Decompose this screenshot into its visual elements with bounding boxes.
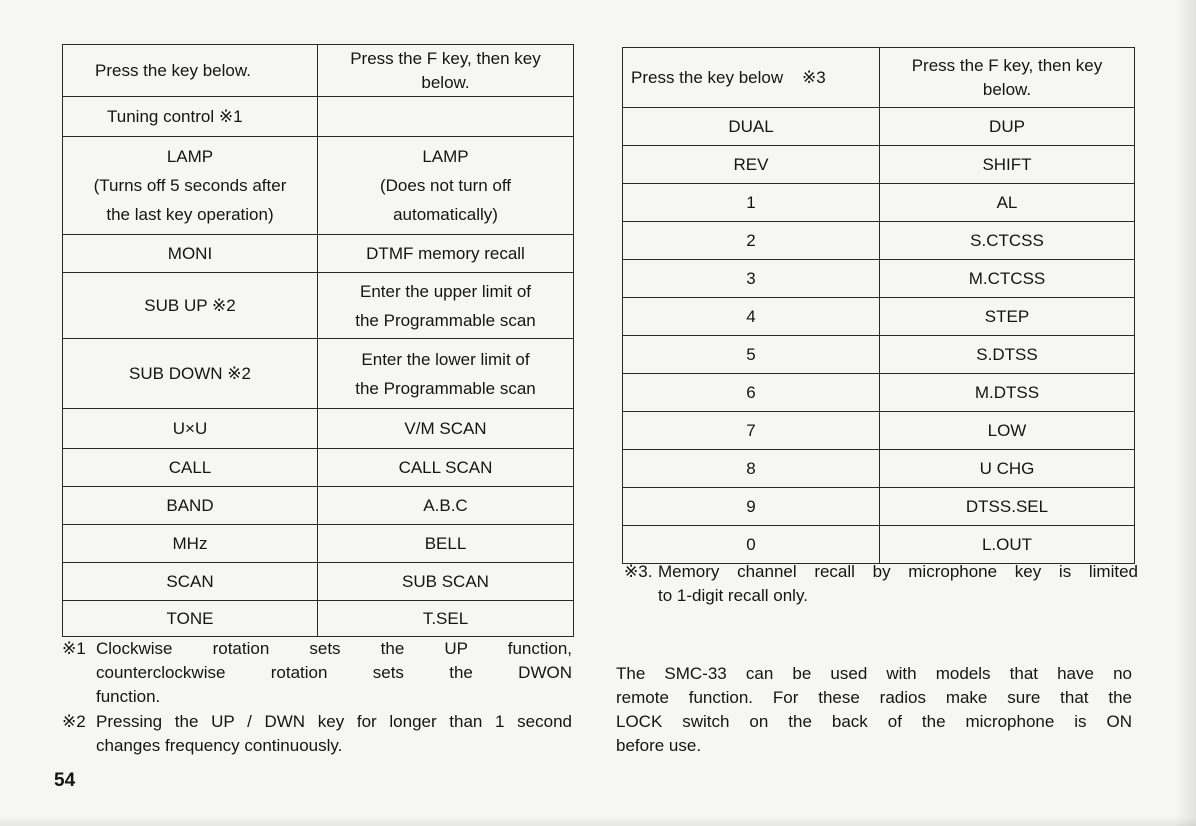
table-row bbox=[623, 526, 1135, 564]
fkey-cell bbox=[318, 137, 574, 235]
key-label: Tuning control ※1 bbox=[107, 107, 243, 126]
fkey-label: S.DTSS bbox=[976, 345, 1038, 364]
paragraph-line: before use. bbox=[616, 736, 702, 755]
body-paragraph bbox=[616, 662, 1132, 758]
key-cell bbox=[623, 184, 880, 222]
key-label: DUAL bbox=[728, 117, 774, 136]
key-label: 6 bbox=[746, 383, 756, 402]
key-cell bbox=[623, 450, 880, 488]
key-line: (Turns off 5 seconds after bbox=[93, 176, 287, 195]
header-fkey-cell bbox=[880, 48, 1135, 108]
fkey-cell bbox=[880, 260, 1135, 298]
fkey-label: L.OUT bbox=[981, 535, 1033, 554]
fkey-label: BELL bbox=[424, 534, 467, 553]
key-cell bbox=[63, 339, 318, 409]
fkey-cell bbox=[318, 97, 574, 137]
table-row bbox=[623, 260, 1135, 298]
table-row bbox=[63, 97, 574, 137]
key-cell bbox=[63, 137, 318, 235]
fkey-label: DTSS.SEL bbox=[965, 497, 1049, 516]
fkey-line: LAMP bbox=[422, 147, 469, 166]
fkey-label: CALL SCAN bbox=[398, 458, 493, 477]
key-label: 8 bbox=[746, 459, 756, 478]
fkey-line: automatically) bbox=[393, 205, 498, 224]
fkey-cell bbox=[318, 273, 574, 339]
key-cell bbox=[63, 563, 318, 601]
key-label: SCAN bbox=[166, 572, 214, 591]
fkey-cell bbox=[318, 487, 574, 525]
fkey-label: STEP bbox=[984, 307, 1030, 326]
table-row bbox=[623, 450, 1135, 488]
fkey-label: U CHG bbox=[979, 459, 1035, 478]
key-label: 2 bbox=[746, 231, 756, 250]
fkey-line: the Programmable scan bbox=[355, 378, 536, 398]
fkey-line: (Does not turn off bbox=[379, 176, 512, 195]
key-label: 7 bbox=[746, 421, 756, 440]
key-cell bbox=[623, 374, 880, 412]
fkey-cell bbox=[880, 336, 1135, 374]
fkey-label: LOW bbox=[987, 421, 1027, 440]
footnote-line: Clockwise rotation sets the UP function, bbox=[96, 639, 572, 658]
key-cell bbox=[623, 260, 880, 298]
footnote-line: to 1-digit recall only. bbox=[658, 586, 808, 605]
header-fkey-cell bbox=[318, 45, 574, 97]
key-cell bbox=[63, 97, 318, 137]
table-row bbox=[63, 525, 574, 563]
key-label: TONE bbox=[166, 609, 214, 628]
key-cell bbox=[63, 487, 318, 525]
fkey-label: T.SEL bbox=[422, 609, 469, 628]
table-row bbox=[623, 184, 1135, 222]
footnote-3 bbox=[624, 560, 1138, 610]
key-cell bbox=[623, 412, 880, 450]
page-bottom-shadow bbox=[0, 816, 1196, 826]
key-label: 1 bbox=[746, 193, 756, 212]
key-label: 3 bbox=[746, 269, 756, 288]
fkey-cell bbox=[880, 222, 1135, 260]
paragraph-line: LOCK switch on the back of the microphone is ON bbox=[616, 712, 1132, 731]
footnote-line: function. bbox=[96, 687, 161, 706]
fkey-label: V/M SCAN bbox=[404, 419, 487, 438]
table-row bbox=[63, 601, 574, 637]
header-fkey-line: below. bbox=[421, 72, 470, 92]
header-fkey-line: Press the F key, then key bbox=[911, 55, 1103, 75]
table-header-row bbox=[623, 48, 1135, 108]
footnote-1 bbox=[62, 637, 573, 709]
key-cell bbox=[63, 601, 318, 637]
header-key-cell bbox=[623, 48, 880, 108]
key-cell bbox=[623, 298, 880, 336]
key-label: REV bbox=[733, 155, 769, 174]
key-line: the last key operation) bbox=[106, 205, 274, 224]
fkey-line: Enter the lower limit of bbox=[361, 349, 530, 369]
table-row bbox=[63, 339, 574, 409]
key-label: MHz bbox=[172, 534, 208, 553]
footnote-line: counterclockwise rotation sets the DWON bbox=[96, 663, 572, 682]
table-row bbox=[623, 146, 1135, 184]
table-header-row bbox=[63, 45, 574, 97]
fkey-cell bbox=[318, 601, 574, 637]
key-label: SUB UP ※2 bbox=[144, 296, 236, 315]
header-key-label: Press the key below ※3 bbox=[631, 68, 826, 87]
fkey-label: S.CTCSS bbox=[970, 231, 1044, 250]
table-row bbox=[623, 222, 1135, 260]
key-cell bbox=[63, 273, 318, 339]
key-label: 0 bbox=[746, 535, 756, 554]
key-cell bbox=[63, 525, 318, 563]
key-cell bbox=[63, 235, 318, 273]
table-row bbox=[63, 487, 574, 525]
key-label: 4 bbox=[746, 307, 756, 326]
key-label: BAND bbox=[166, 496, 214, 515]
table-row bbox=[63, 137, 574, 235]
fkey-cell bbox=[318, 525, 574, 563]
fkey-cell bbox=[880, 374, 1135, 412]
table-row bbox=[63, 235, 574, 273]
paragraph-line: remote function. For these radios make sure that the bbox=[616, 688, 1132, 707]
table-row bbox=[63, 563, 574, 601]
key-label: U×U bbox=[172, 419, 208, 438]
fkey-cell bbox=[318, 449, 574, 487]
table-row bbox=[623, 336, 1135, 374]
footnote-line: Memory channel recall by microphone key is limited bbox=[658, 562, 1138, 581]
key-cell bbox=[623, 336, 880, 374]
fkey-cell bbox=[318, 235, 574, 273]
fkey-cell bbox=[880, 108, 1135, 146]
key-label: CALL bbox=[168, 458, 212, 477]
key-cell bbox=[623, 222, 880, 260]
fkey-line: the Programmable scan bbox=[355, 310, 536, 330]
header-key-label: Press the key below. bbox=[95, 61, 251, 80]
key-label: 9 bbox=[746, 497, 756, 516]
table-row bbox=[63, 273, 574, 339]
table-row bbox=[623, 374, 1135, 412]
left-key-table bbox=[62, 44, 574, 637]
fkey-cell bbox=[880, 146, 1135, 184]
footnote-mark: ※3. bbox=[624, 562, 653, 581]
fkey-cell bbox=[318, 563, 574, 601]
key-label: 5 bbox=[746, 345, 756, 364]
page-number: 54 bbox=[54, 770, 76, 791]
key-cell bbox=[623, 488, 880, 526]
fkey-cell bbox=[318, 339, 574, 409]
fkey-cell bbox=[880, 450, 1135, 488]
key-cell bbox=[623, 146, 880, 184]
footnote-line: changes frequency continuously. bbox=[96, 736, 343, 755]
header-fkey-line: below. bbox=[982, 79, 1032, 99]
fkey-cell bbox=[880, 488, 1135, 526]
key-label: MONI bbox=[167, 244, 213, 263]
fkey-cell bbox=[880, 412, 1135, 450]
fkey-line: Enter the upper limit of bbox=[359, 281, 532, 301]
table-row bbox=[623, 108, 1135, 146]
header-fkey-line: Press the F key, then key bbox=[350, 48, 541, 68]
table-row bbox=[623, 412, 1135, 450]
fkey-label: M.DTSS bbox=[974, 383, 1040, 402]
table-row bbox=[63, 449, 574, 487]
footnote-mark: ※1 bbox=[62, 639, 86, 658]
right-key-table bbox=[622, 47, 1135, 564]
key-cell bbox=[63, 449, 318, 487]
key-cell bbox=[63, 409, 318, 449]
fkey-label: A.B.C bbox=[423, 496, 468, 515]
footnote-mark: ※2 bbox=[62, 712, 86, 731]
footnote-2 bbox=[62, 710, 573, 760]
fkey-cell bbox=[880, 298, 1135, 336]
fkey-cell bbox=[880, 184, 1135, 222]
fkey-label: SHIFT bbox=[982, 155, 1032, 174]
header-key-cell bbox=[63, 45, 318, 97]
table-row bbox=[623, 488, 1135, 526]
fkey-cell bbox=[318, 409, 574, 449]
key-cell bbox=[623, 526, 880, 564]
page-edge-shadow bbox=[1174, 0, 1196, 826]
fkey-label: AL bbox=[996, 193, 1018, 212]
key-label: SUB DOWN ※2 bbox=[129, 364, 251, 383]
fkey-label: M.CTCSS bbox=[968, 269, 1046, 288]
key-cell bbox=[623, 108, 880, 146]
table-row bbox=[63, 409, 574, 449]
footnote-line: Pressing the UP / DWN key for longer than 1 second bbox=[96, 712, 572, 731]
fkey-label: DTMF memory recall bbox=[366, 244, 525, 263]
fkey-label: DUP bbox=[989, 117, 1025, 136]
table-row bbox=[623, 298, 1135, 336]
fkey-cell bbox=[880, 526, 1135, 564]
fkey-label: SUB SCAN bbox=[402, 572, 489, 591]
paragraph-line: The SMC-33 can be used with models that have no bbox=[616, 664, 1132, 683]
key-line: LAMP bbox=[166, 147, 214, 166]
